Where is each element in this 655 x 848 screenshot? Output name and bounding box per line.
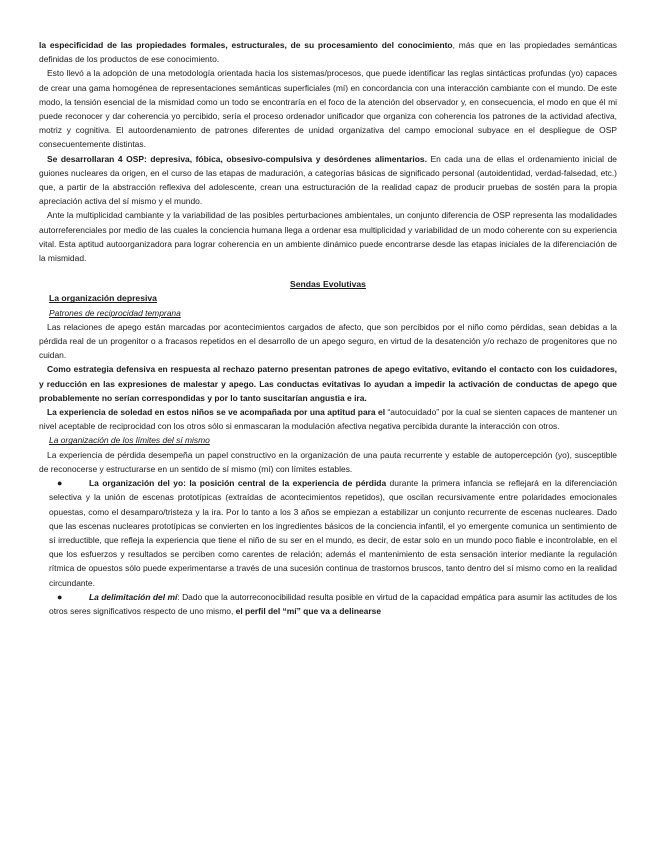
paragraph-1-bold: la especificidad de las propiedades formales, estructurales, de su procesamiento del conocimiento bbox=[39, 40, 453, 50]
bullet-1-lead: La organización del yo bbox=[89, 478, 184, 489]
paragraph-3-bold: Se desarrollaran 4 OSP: depresiva, fóbica, obsesivo-compulsiva y desórdenes alimentarios. bbox=[47, 153, 427, 164]
paragraph-3 bbox=[39, 152, 617, 209]
bullet-dot-icon: ● bbox=[57, 478, 63, 489]
paragraph-1-text: , más que en las propiedades semánticas definidas de los productos de ese conocimiento. bbox=[39, 40, 617, 65]
paragraph-7-text: por la cual se sienten capaces de mantener un nivel aceptable de reciprocidad con los otros sólo si enmascaran la modulación afectiva negativa percibida durante la interacción con otros. bbox=[39, 407, 617, 432]
section-heading-depresiva: La organización depresiva bbox=[49, 293, 157, 304]
paragraph-1 bbox=[39, 38, 617, 66]
paragraph-4: Ante la multiplicidad cambiante y la variabilidad de las posibles perturbaciones ambientales, un conjunto diferencia de OSP representa las modalidades autorreferenciales por medio de las cuales la conciencia humana llega a ordenar esa multiplicidad y variabilidad de un modo coherente con su experiencia vital. Esta aptitud autoorganizadora para lograr coherencia en un ambiente dinámico puede encontrarse desde las etapas iniciales de la diferenciación de la mismidad. bbox=[39, 210, 617, 264]
bullet-1-text bbox=[49, 476, 617, 590]
paragraph-2: Esto llevó a la adopción de una metodología orientada hacia los sistemas/procesos, que puede identificar las reglas sintácticas profundas (yo) capaces de crear una gama homogénea de representaciones semánticas superficiales (mí) en concordancia con una interacción cambiante con el mundo. De este modo, la tensión esencial de la mismidad como un todo se encontraría en el foco de la atención del observador y, en consecuencia, el modo en que él mi puede reconocer y dar coherencia yo percibido, sería el proceso ordenador unificador que organiza con coherencia los patrones de la actividad afectiva, motriz y cognitiva. El autoordenamiento de patrones diferentes de unidad organizativa del campo emocional subyace en el despliegue de OSP consecuentemente distintas. bbox=[39, 68, 617, 150]
bullet-2-rest: : Dado que la autorreconocibilidad resulta posible en virtud de la capacidad empática para asumir las actitudes de los otros seres significativos respecto de uno mismo, bbox=[49, 591, 617, 616]
paragraph-6: Como estrategia defensiva en respuesta al rechazo paterno presentan patrones de apego evitativo, evitando el contacto con los cuidadores, y reducción en las expresiones de malestar y apego. Las conductas evitativas lo ayudan a impedir la activación de conductas de apego que probablemente no serían correspondidas y por lo tanto suscitarían angustia e ira. bbox=[39, 364, 617, 403]
bullet-2-bold-tail: el perfil del “mí” que va a delinearse bbox=[235, 605, 382, 616]
bullet-1-bold: : la posición central de la experiencia de pérdida bbox=[183, 478, 387, 489]
paragraph-5: Las relaciones de apego están marcadas por acontecimientos cargados de afecto, que son percibidos por el niño como pérdidas, sean debidas a la pérdida real de un progenitor o a fracasos repetidos en el desarrollo de un apego seguro, en virtud de la desatención y/o rechazo de progenitores que no cuidan. bbox=[39, 321, 617, 361]
bullet-item-delimitacion-mi bbox=[39, 590, 617, 618]
bullet-item-organizacion-yo bbox=[39, 476, 617, 590]
bullet-2-lead: La delimitación del mí bbox=[89, 591, 178, 602]
paragraph-7-bold: La experiencia de soledad en estos niños se ve acompañada por una aptitud para el bbox=[47, 407, 386, 418]
paragraph-7 bbox=[39, 405, 617, 433]
bullet-2-text bbox=[49, 590, 617, 618]
heading-sendas-evolutivas: Sendas Evolutivas bbox=[290, 279, 366, 290]
bullet-1-rest: durante la primera infancia se reflejará en la diferenciación selectiva y la unión de escenas prototípicas (extraídas de acontecimientos repetidos), que oscilan recursivamente entre polaridades emocionales opuestas, como el desamparo/tristeza y la ira. Por lo tanto a los 3 años se empiezan a estabilizar un conjunto recurrente de escenas nucleares. Dado que las escenas nucleares prototípicas se convierten en los ingredientes básicos de la conciencia infantil, el yo emergente comunica un sentimiento de sí irreductible, que refleja la experiencia que tiene el niño de su ser en el mundo, es decir, de estar solo en un mundo poco fiable e incontrolable, en el que los esfuerzos y resultados se perciben como carentes de relación; además el mantenimiento de esta sensación interior mediante la regulación rítmica de opuestos sólo puede experimentarse a través de una sucesión continua de trastornos bruscos, tanto dentro del sí mismo como en la realidad circundante. bbox=[49, 478, 618, 588]
document-page bbox=[39, 38, 617, 618]
subheading-patrones: Patrones de reciprocidad temprana bbox=[49, 307, 181, 318]
bullet-dot-icon: ● bbox=[57, 591, 63, 602]
paragraph-7-quote: “autocuidado” bbox=[385, 407, 440, 418]
subheading-limites: La organización de los límites del sí mismo bbox=[49, 435, 210, 446]
paragraph-8: La experiencia de pérdida desempeña un papel constructivo en la organización de una pauta recurrente y estable de autopercepción (yo), susceptible de reconocerse y estructurarse en un sentido de sí mismo (mí) con límites estables. bbox=[39, 449, 617, 474]
paragraph-3-text: En cada una de ellas el ordenamiento inicial de guiones nucleares da origen, en el curso de las etapas de maduración, a categorías básicas de significado personal (autoidentidad, verdad-falsedad, etc.) que, a partir de la abstracción reflexiva del adolescente, crean una estructuración de la realidad capaz de producir pruebas de sostén para la propia apreciación activa del sí mismo y el mundo. bbox=[39, 153, 617, 207]
